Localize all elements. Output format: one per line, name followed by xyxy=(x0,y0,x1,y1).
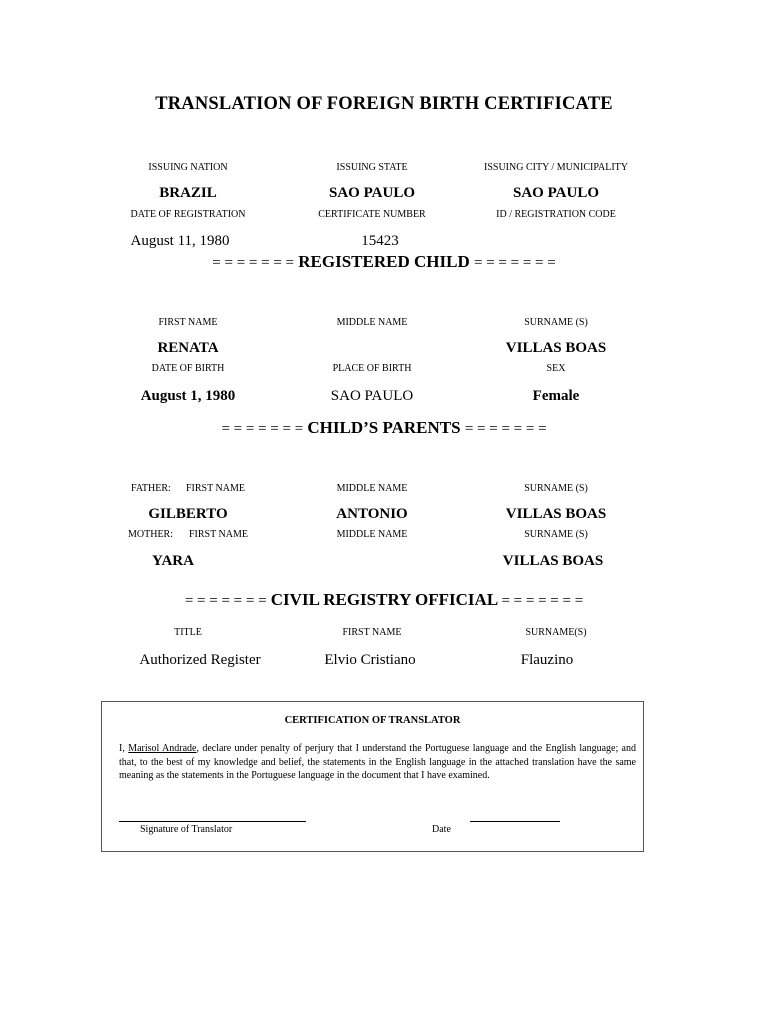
issuing-city-value: SAO PAULO xyxy=(513,185,599,201)
father-first-name-label: FIRST NAME xyxy=(186,483,245,494)
father-prefix-label: FATHER: xyxy=(131,483,171,494)
section-registered-child: = = = = = = = REGISTERED CHILD = = = = = = = xyxy=(212,252,556,271)
father-first-name-value: GILBERTO xyxy=(148,506,228,522)
date-of-registration-value: August 11, 1980 xyxy=(130,233,230,249)
official-title-label: TITLE xyxy=(174,627,202,638)
mother-prefix-label: MOTHER: xyxy=(128,529,173,540)
registration-code-label: ID / REGISTRATION CODE xyxy=(496,209,616,220)
father-surname-value: VILLAS BOAS xyxy=(505,506,607,522)
issuing-nation-label: ISSUING NATION xyxy=(148,162,228,173)
official-first-name-label: FIRST NAME xyxy=(342,627,402,638)
child-surname-label: SURNAME (S) xyxy=(524,317,588,328)
date-line xyxy=(470,821,560,822)
signature-label: Signature of Translator xyxy=(140,824,233,835)
certification-statement: I, Marisol Andrade, declare under penalty of perjury that I understand the Portuguese language and the English language; and that, to the best of my knowledge and belief, the statements in the English language in the attached translation have the same meaning as the statements in the Portuguese language in the document that I have examined. xyxy=(119,743,636,781)
date-of-birth-label: DATE OF BIRTH xyxy=(151,363,225,374)
mother-first-name-value: YARA xyxy=(152,553,194,569)
child-surname-value: VILLAS BOAS xyxy=(505,340,607,356)
signature-line xyxy=(119,821,306,822)
official-surname-label: SURNAME(S) xyxy=(525,627,587,638)
child-first-name-label: FIRST NAME xyxy=(158,317,218,328)
mother-first-name-label: FIRST NAME xyxy=(189,529,248,540)
sex-label: SEX xyxy=(546,363,566,374)
father-surname-label: SURNAME (S) xyxy=(524,483,588,494)
father-middle-name-label: MIDDLE NAME xyxy=(336,483,408,494)
certification-title: CERTIFICATION OF TRANSLATOR xyxy=(284,715,461,726)
document-title: TRANSLATION OF FOREIGN BIRTH CERTIFICATE xyxy=(155,94,613,114)
issuing-state-label: ISSUING STATE xyxy=(336,162,408,173)
official-title-value: Authorized Register xyxy=(139,652,261,668)
certificate-number-label: CERTIFICATE NUMBER xyxy=(318,209,426,220)
sex-value: Female xyxy=(532,388,580,404)
date-label: Date xyxy=(432,824,451,835)
issuing-nation-value: BRAZIL xyxy=(159,185,217,201)
section-childs-parents: = = = = = = = CHILD’S PARENTS = = = = = = = xyxy=(221,418,547,437)
section-civil-registry-official: = = = = = = = CIVIL REGISTRY OFFICIAL = = = = = = = xyxy=(184,590,584,609)
date-of-registration-label: DATE OF REGISTRATION xyxy=(130,209,246,220)
translator-name: Marisol Andrade xyxy=(128,743,197,754)
mother-surname-value: VILLAS BOAS xyxy=(502,553,604,569)
place-of-birth-label: PLACE OF BIRTH xyxy=(332,363,412,374)
mother-surname-label: SURNAME (S) xyxy=(524,529,588,540)
child-middle-name-label: MIDDLE NAME xyxy=(336,317,408,328)
mother-middle-name-label: MIDDLE NAME xyxy=(336,529,408,540)
official-surname-value: Flauzino xyxy=(520,652,574,668)
place-of-birth-value: SAO PAULO xyxy=(330,388,414,404)
certificate-number-value: 15423 xyxy=(361,233,399,249)
issuing-city-label: ISSUING CITY / MUNICIPALITY xyxy=(484,162,628,173)
official-first-name-value: Elvio Cristiano xyxy=(324,652,416,668)
child-first-name-value: RENATA xyxy=(157,340,219,356)
father-middle-name-value: ANTONIO xyxy=(336,506,408,522)
date-of-birth-value: August 1, 1980 xyxy=(140,388,236,404)
issuing-state-value: SAO PAULO xyxy=(329,185,415,201)
